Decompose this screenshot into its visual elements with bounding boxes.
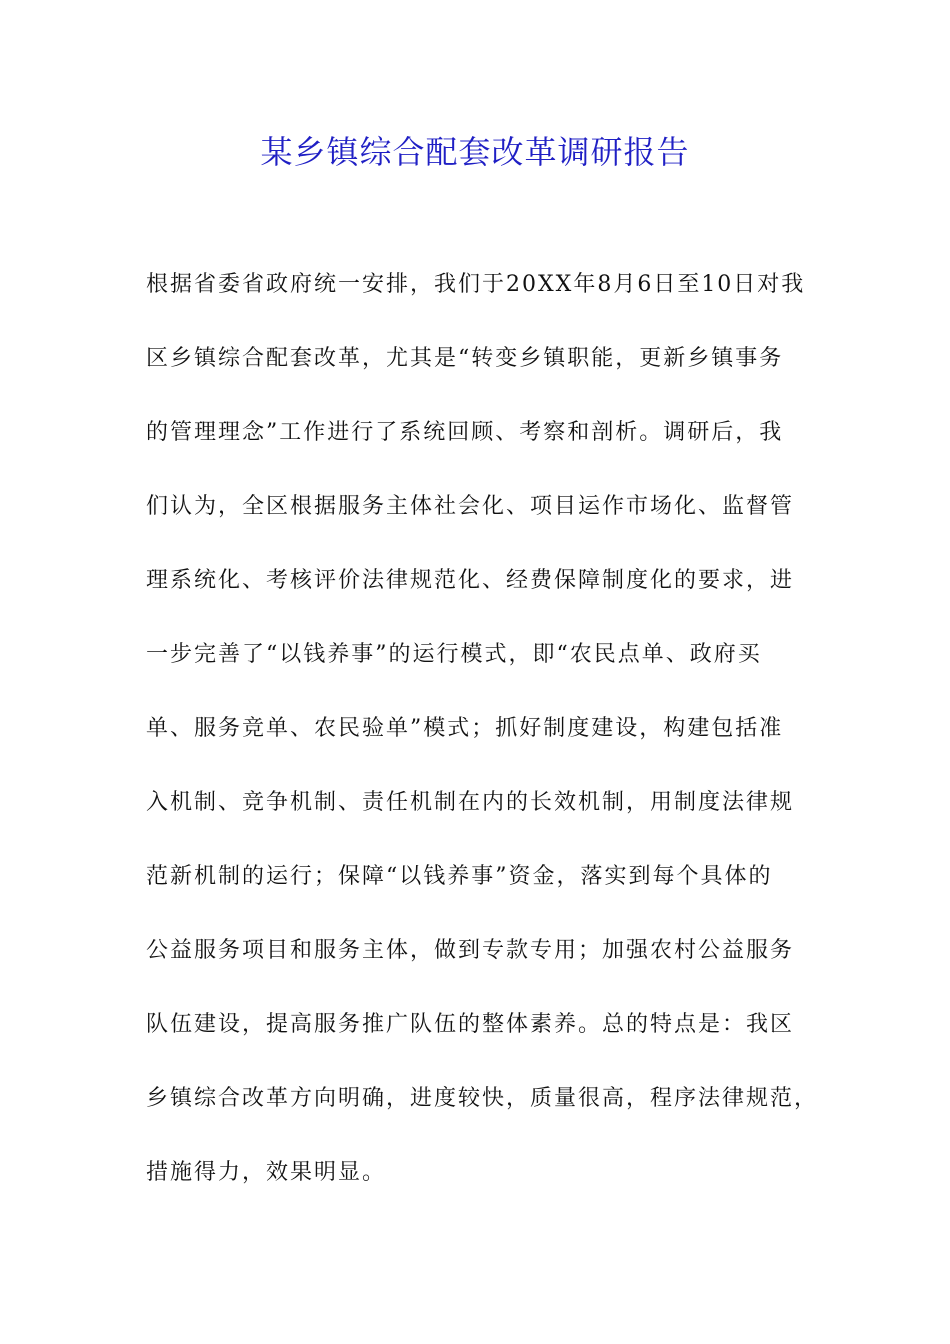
document-title: 某乡镇综合配套改革调研报告: [260, 133, 690, 171]
body-line: 公益服务项目和服务主体，做到专款专用；加强农村公益服务: [146, 938, 795, 963]
body-line: 一步完善了“以钱养事”的运行模式，即“农民点单、政府买: [146, 642, 762, 667]
body-line: 的管理理念”工作进行了系统回顾、考察和剖析。调研后，我: [146, 420, 784, 445]
body-line: 范新机制的运行；保障“以钱养事”资金，落实到每个具体的: [146, 864, 773, 889]
body-line: 乡镇综合改革方向明确，进度较快，质量很高，程序法律规范，: [146, 1086, 819, 1111]
body-line: 入机制、竞争机制、责任机制在内的长效机制，用制度法律规: [146, 790, 795, 815]
body-line: 根据省委省政府统一安排，我们于20XX年8月6日至10日对我: [146, 272, 806, 297]
body-line: 理系统化、考核评价法律规范化、经费保障制度化的要求，进: [146, 568, 795, 593]
body-line: 区乡镇综合配套改革，尤其是“转变乡镇职能，更新乡镇事务: [146, 346, 784, 371]
body-line: 措施得力，效果明显。: [146, 1160, 387, 1185]
body-line: 单、服务竞单、农民验单”模式；抓好制度建设，构建包括准: [146, 716, 784, 741]
body-line: 们认为，全区根据服务主体社会化、项目运作市场化、监督管: [146, 494, 795, 519]
body-line: 队伍建设，提高服务推广队伍的整体素养。总的特点是：我区: [146, 1012, 795, 1037]
